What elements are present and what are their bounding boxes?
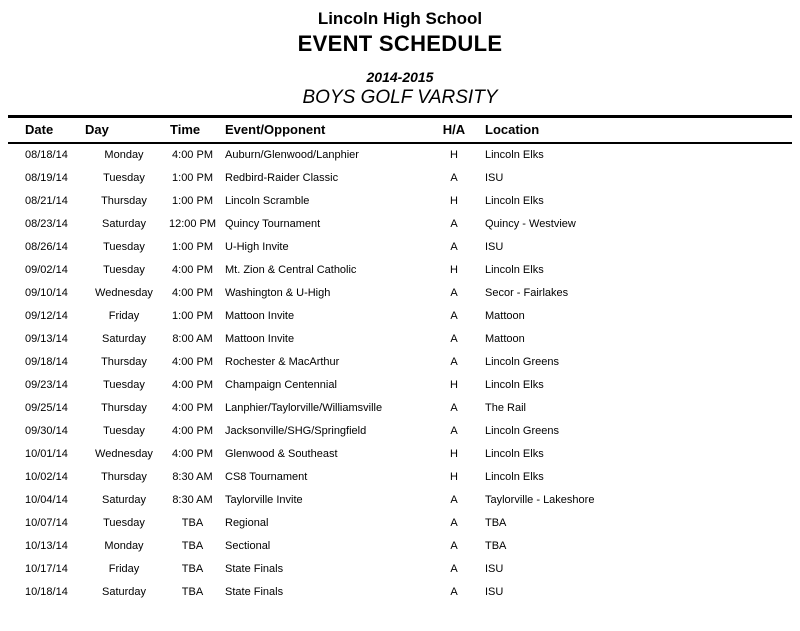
event-cell: Quincy Tournament — [225, 217, 321, 230]
event-cell: Lanphier/Taylorville/Williamsville — [225, 401, 383, 414]
event-cell: State Finals — [225, 585, 284, 598]
event-cell: Auburn/Glenwood/Lanphier — [225, 149, 359, 162]
day-cell: Tuesday — [103, 424, 145, 437]
time-cell: TBA — [181, 562, 204, 575]
location-cell: Mattoon — [485, 332, 525, 345]
location-cell: Lincoln Elks — [485, 194, 544, 207]
ha-cell: A — [450, 401, 458, 414]
ha-cell: A — [450, 493, 458, 506]
date-cell: 10/13/14 — [25, 539, 68, 552]
location-cell: Lincoln Elks — [485, 263, 544, 276]
event-cell: Champaign Centennial — [225, 378, 337, 391]
date-cell: 08/19/14 — [25, 171, 68, 184]
col-header-location: Location — [468, 118, 792, 143]
day-cell: Tuesday — [103, 516, 145, 529]
event-cell: U-High Invite — [225, 240, 289, 253]
event-cell: Sectional — [225, 539, 271, 552]
time-cell: 1:00 PM — [172, 309, 213, 322]
ha-cell: H — [450, 194, 458, 207]
col-header-event: Event/Opponent — [222, 118, 440, 143]
ha-cell: A — [450, 585, 458, 598]
event-cell: Washington & U-High — [225, 286, 331, 299]
time-cell: 4:00 PM — [172, 263, 213, 276]
date-cell: 09/25/14 — [25, 401, 68, 414]
time-cell: 8:30 AM — [172, 470, 213, 483]
location-cell: Mattoon — [485, 309, 525, 322]
ha-cell: H — [450, 149, 458, 162]
ha-cell: A — [450, 516, 458, 529]
table-row — [8, 143, 792, 166]
date-cell: 08/26/14 — [25, 240, 68, 253]
table-row — [8, 488, 792, 511]
document-title: EVENT SCHEDULE — [297, 31, 503, 57]
time-cell: 4:00 PM — [172, 355, 213, 368]
ha-cell: A — [450, 355, 458, 368]
table-row — [8, 235, 792, 258]
event-cell: Mt. Zion & Central Catholic — [225, 263, 357, 276]
event-cell: CS8 Tournament — [225, 470, 308, 483]
time-cell: TBA — [181, 585, 204, 598]
table-row — [8, 350, 792, 373]
table-row — [8, 327, 792, 350]
day-cell: Thursday — [101, 355, 147, 368]
location-cell: Taylorville - Lakeshore — [485, 493, 595, 506]
day-cell: Tuesday — [103, 263, 145, 276]
day-cell: Friday — [108, 309, 140, 322]
day-cell: Tuesday — [103, 378, 145, 391]
event-cell: Taylorville Invite — [225, 493, 303, 506]
day-cell: Saturday — [101, 493, 147, 506]
event-cell: Lincoln Scramble — [225, 194, 310, 207]
date-cell: 09/02/14 — [25, 263, 68, 276]
event-cell: Redbird-Raider Classic — [225, 171, 339, 184]
day-cell: Thursday — [101, 401, 147, 414]
date-cell: 10/02/14 — [25, 470, 68, 483]
day-cell: Saturday — [101, 585, 147, 598]
time-cell: 8:30 AM — [172, 493, 213, 506]
time-cell: 4:00 PM — [172, 447, 213, 460]
location-cell: Quincy - Westview — [485, 217, 576, 230]
school-name: Lincoln High School — [317, 9, 483, 28]
ha-cell: H — [450, 378, 458, 391]
time-cell: 8:00 AM — [172, 332, 213, 345]
schedule-table-container — [8, 115, 792, 603]
table-row — [8, 534, 792, 557]
event-cell: Jacksonville/SHG/Springfield — [225, 424, 367, 437]
date-cell: 09/12/14 — [25, 309, 68, 322]
date-cell: 08/21/14 — [25, 194, 68, 207]
table-row — [8, 465, 792, 488]
time-cell: 4:00 PM — [172, 149, 213, 162]
table-row — [8, 511, 792, 534]
time-cell: 4:00 PM — [172, 286, 213, 299]
day-cell: Tuesday — [103, 171, 145, 184]
team-name: BOYS GOLF VARSITY — [302, 86, 498, 108]
document-header — [0, 0, 800, 109]
location-cell: ISU — [485, 240, 504, 253]
table-row — [8, 419, 792, 442]
location-cell: Lincoln Elks — [485, 447, 544, 460]
date-cell: 10/07/14 — [25, 516, 68, 529]
time-cell: 4:00 PM — [172, 424, 213, 437]
date-cell: 10/04/14 — [25, 493, 68, 506]
location-cell: Lincoln Elks — [485, 378, 544, 391]
day-cell: Friday — [108, 562, 140, 575]
col-header-time: Time — [163, 118, 222, 143]
ha-cell: A — [450, 217, 458, 230]
table-header-row — [8, 118, 792, 143]
table-row — [8, 166, 792, 189]
ha-cell: H — [450, 470, 458, 483]
event-cell: Regional — [225, 516, 269, 529]
ha-cell: A — [450, 424, 458, 437]
ha-cell: A — [450, 286, 458, 299]
location-cell: ISU — [485, 171, 504, 184]
day-cell: Saturday — [101, 332, 147, 345]
ha-cell: A — [450, 539, 458, 552]
day-cell: Monday — [104, 149, 144, 162]
ha-cell: A — [450, 332, 458, 345]
day-cell: Tuesday — [103, 240, 145, 253]
event-cell: State Finals — [225, 562, 284, 575]
time-cell: TBA — [181, 539, 204, 552]
table-row — [8, 557, 792, 580]
day-cell: Thursday — [101, 194, 147, 207]
time-cell: 1:00 PM — [172, 171, 213, 184]
location-cell: Secor - Fairlakes — [485, 286, 569, 299]
ha-cell: A — [450, 171, 458, 184]
event-cell: Rochester & MacArthur — [225, 355, 340, 368]
day-cell: Thursday — [101, 470, 147, 483]
day-cell: Wednesday — [95, 286, 153, 299]
date-cell: 08/23/14 — [25, 217, 68, 230]
col-header-day: Day — [85, 118, 163, 143]
date-cell: 10/01/14 — [25, 447, 68, 460]
day-cell: Saturday — [101, 217, 147, 230]
table-row — [8, 212, 792, 235]
location-cell: Lincoln Elks — [485, 149, 544, 162]
col-header-date: Date — [8, 118, 85, 143]
season-label: 2014-2015 — [366, 68, 434, 85]
date-cell: 09/18/14 — [25, 355, 68, 368]
date-cell: 10/18/14 — [25, 585, 68, 598]
time-cell: 1:00 PM — [172, 240, 213, 253]
event-cell: Glenwood & Southeast — [225, 447, 338, 460]
ha-cell: H — [450, 447, 458, 460]
location-cell: Lincoln Elks — [485, 470, 544, 483]
table-row — [8, 189, 792, 212]
table-row — [8, 281, 792, 304]
time-cell: 1:00 PM — [172, 194, 213, 207]
ha-cell: A — [450, 240, 458, 253]
table-row — [8, 442, 792, 465]
schedule-body — [8, 143, 792, 603]
date-cell: 09/30/14 — [25, 424, 68, 437]
event-cell: Mattoon Invite — [225, 309, 295, 322]
date-cell: 09/13/14 — [25, 332, 68, 345]
table-row — [8, 304, 792, 327]
table-row — [8, 580, 792, 603]
date-cell: 10/17/14 — [25, 562, 68, 575]
time-cell: 12:00 PM — [168, 217, 217, 230]
date-cell: 09/10/14 — [25, 286, 68, 299]
location-cell: ISU — [485, 562, 504, 575]
location-cell: TBA — [485, 539, 507, 552]
location-cell: The Rail — [485, 401, 526, 414]
date-cell: 09/23/14 — [25, 378, 68, 391]
ha-cell: H — [450, 263, 458, 276]
location-cell: Lincoln Greens — [485, 355, 559, 368]
event-cell: Mattoon Invite — [225, 332, 295, 345]
table-row — [8, 396, 792, 419]
day-cell: Monday — [104, 539, 144, 552]
time-cell: 4:00 PM — [172, 401, 213, 414]
schedule-table — [8, 118, 792, 603]
time-cell: 4:00 PM — [172, 378, 213, 391]
day-cell: Wednesday — [95, 447, 153, 460]
date-cell: 08/18/14 — [25, 149, 68, 162]
time-cell: TBA — [181, 516, 204, 529]
col-header-ha: H/A — [440, 118, 468, 143]
location-cell: ISU — [485, 585, 504, 598]
ha-cell: A — [450, 562, 458, 575]
ha-cell: A — [450, 309, 458, 322]
table-row — [8, 373, 792, 396]
table-row — [8, 258, 792, 281]
location-cell: Lincoln Greens — [485, 424, 559, 437]
location-cell: TBA — [485, 516, 507, 529]
